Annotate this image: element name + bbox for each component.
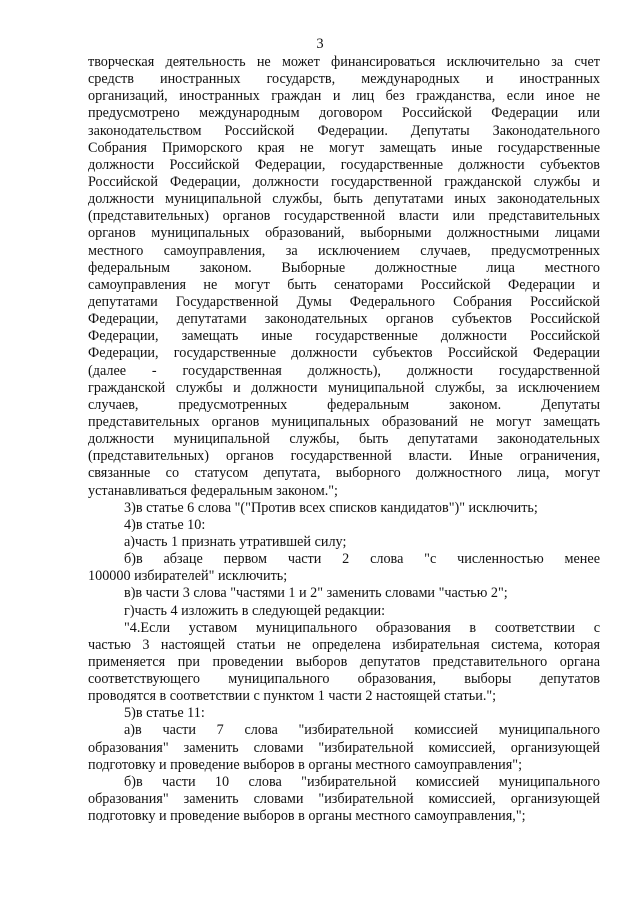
text-line: творческая деятельность не может финансироваться исключительно за счет — [88, 54, 600, 70]
text-line: г)часть 4 изложить в следующей редакции: — [124, 602, 386, 619]
text-line: частью 3 настоящей статьи не определена избирательная система, которая — [88, 636, 600, 653]
text-line: предусмотрено международным договором Российской Федерации или — [88, 105, 600, 122]
page-number: 3 — [316, 36, 324, 52]
text-line: связанные со статусом депутата, выборного должностного лица, могут — [88, 465, 600, 482]
text-line: средств иностранных государств, международных и иностранных — [88, 71, 600, 88]
text-line: Собрания Приморского края не могут замещать иные государственные — [88, 139, 600, 156]
text-line: Федерации, замещать иные государственные должности Российской — [88, 328, 600, 345]
text-line: Российской Федерации, должности государственной гражданской службы и — [88, 173, 600, 190]
text-line: случаев, предусмотренных федеральным законом. Депутаты — [88, 396, 600, 413]
text-line: 4)в статье 10: — [124, 516, 206, 533]
text-line: 5)в статье 11: — [124, 705, 205, 722]
text-line: Федерации, депутатами законодательных органов субъектов Российской — [88, 311, 600, 328]
text-line: законодательством Российской Федерации. Депутаты Законодательного — [88, 122, 600, 139]
text-line: 3)в статье 6 слова "("Против всех списков кандидатов")" исключить; — [124, 499, 538, 516]
text-line: применяется при проведении выборов депутатов представительного органа — [88, 653, 600, 670]
text-line: организаций, иностранных граждан и лиц без гражданства, если иное не — [88, 88, 600, 105]
text-line: местного самоуправления, за исключением случаев, предусмотренных — [88, 242, 600, 259]
text-line: (далее - государственная должность), должности государственной — [88, 362, 600, 379]
text-line: а)в части 7 слова "избирательной комиссией муниципального — [124, 722, 600, 739]
text-line: должности муниципальной службы, быть депутатами иных законодательных — [88, 191, 600, 208]
text-line: должности муниципальной службы, быть депутатами законодательных — [88, 431, 600, 448]
text-line: образования" заменить словами "избирательной комиссией, организующей — [88, 791, 600, 808]
text-line: (представительных) органов государственной власти. Иные ограничения, — [88, 448, 600, 465]
text-line: самоуправления не могут быть сенаторами Российской Федерации и — [88, 276, 600, 293]
text-line: депутатами Государственной Думы Федерального Собрания Российской — [88, 293, 600, 310]
text-line: образования" заменить словами "избирательной комиссией, организующей — [88, 739, 600, 756]
text-line: органов муниципальных образований, выборными должностными лицами — [88, 225, 600, 242]
text-line: федеральным законом. Выборные должностные лица местного — [88, 259, 600, 276]
text-line: б)в абзаце первом части 2 слова "с численностью менее — [124, 551, 600, 568]
text-line: подготовку и проведение выборов в органы местного самоуправления"; — [88, 756, 523, 773]
text-line: а)часть 1 признать утратившей силу; — [124, 533, 347, 550]
text-line: "4.Если уставом муниципального образования в соответствии с — [124, 619, 600, 636]
text-line: проводятся в соответствии с пунктом 1 части 2 настоящей статьи."; — [88, 688, 497, 705]
text-line: гражданской службы и должности муниципальной службы, за исключением — [88, 379, 600, 396]
text-line: 100000 избирателей" исключить; — [88, 568, 288, 585]
text-line: представительных органов муниципальных образований не могут замещать — [88, 413, 600, 430]
document-body — [88, 54, 600, 825]
text-line: соответствующего муниципального образования, выборы депутатов — [88, 671, 600, 688]
text-line: б)в части 10 слова "избирательной комиссией муниципального — [124, 773, 600, 790]
text-line: в)в части 3 слова "частями 1 и 2" заменить словами "частью 2"; — [124, 585, 508, 602]
text-line: устанавливаться федеральным законом."; — [88, 482, 338, 499]
text-line: должности Российской Федерации, государственные должности субъектов — [88, 156, 600, 173]
text-line: (представительных) органов государственной власти или представительных — [88, 208, 600, 225]
text-line: Федерации, государственные должности субъектов Российской Федерации — [88, 345, 600, 362]
text-line: подготовку и проведение выборов в органы местного самоуправления,"; — [88, 808, 526, 825]
